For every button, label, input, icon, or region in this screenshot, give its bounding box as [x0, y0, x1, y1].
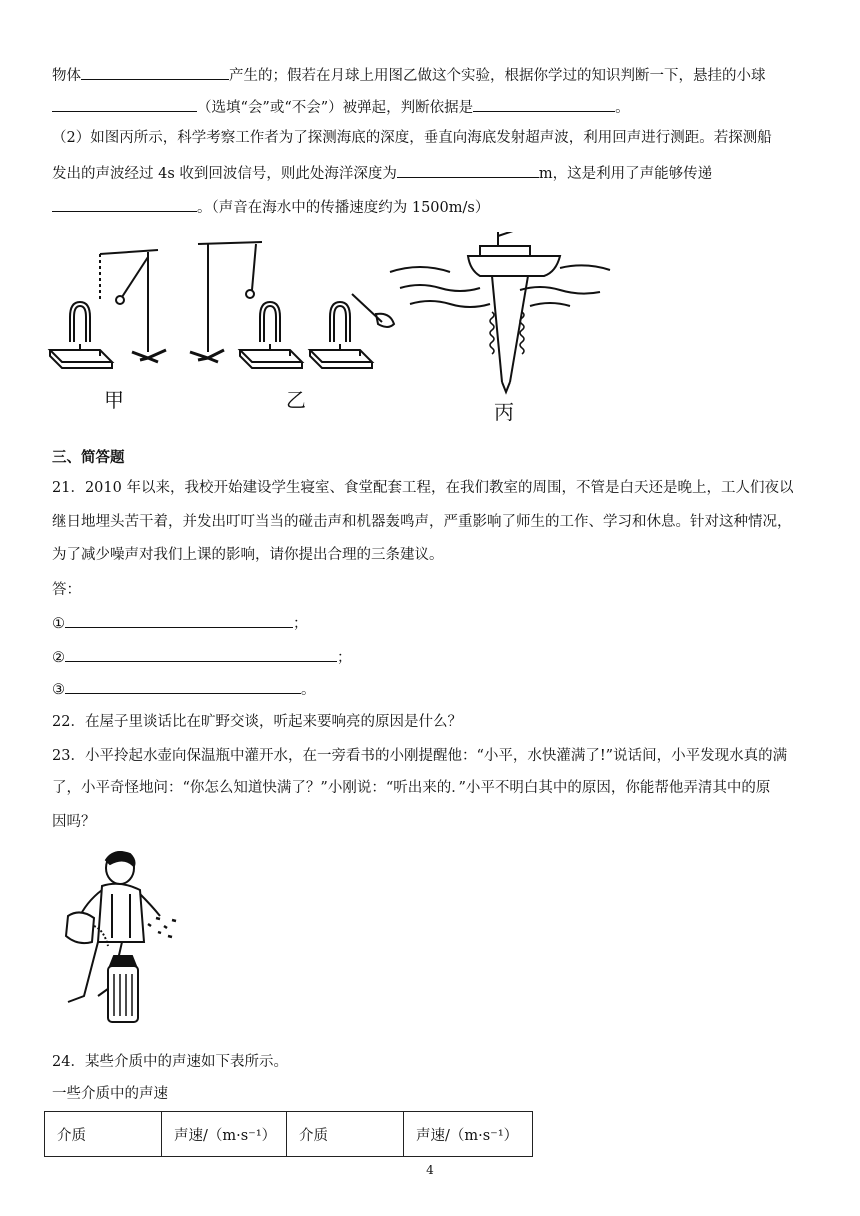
page-number: 4	[426, 1163, 434, 1177]
tuning-fork-figures	[40, 232, 620, 422]
q20-line4: 发出的声波经过 4s 收到回波信号，则此处海洋深度为 m，这是利用了声能够传递	[52, 162, 712, 184]
figure-label-yi: 乙	[286, 388, 306, 412]
q22-text: 22．在屋子里谈话比在旷野交谈，听起来要响亮的原因是什么？	[52, 714, 462, 730]
table-header-cell: 声速/（m·s⁻¹）	[162, 1112, 287, 1157]
q21-line2: 继日地埋头苦干着，并发出叮叮当当的碰击声和机器轰鸣声，严重影响了师生的工作、学习和休息。针对这种情况，	[52, 514, 792, 530]
boy-pouring-water-illustration	[48, 846, 188, 1030]
q23-line2: 了，小平奇怪地问：“你怎么知道快满了？”小刚说：“听出来的．”小平不明白其中的原因，你能帮他弄清其中的原	[52, 780, 771, 796]
q20-line1-text-a: 物体	[52, 68, 81, 84]
q20-line5: 。（声音在海水中的传播速度约为 1500m/s）	[52, 196, 489, 218]
answer-blank[interactable]	[65, 612, 293, 628]
table-header-cell: 声速/（m·s⁻¹）	[404, 1112, 533, 1157]
q23-line3: 因吗？	[52, 814, 96, 830]
answer-blank[interactable]	[65, 678, 301, 694]
table-title: 一些介质中的声速	[52, 1086, 168, 1102]
answer-blank[interactable]	[65, 646, 337, 662]
q21-line3: 为了减少噪声对我们上课的影响，请你提出合理的三条建议。	[52, 547, 444, 563]
q21-answer-3: ③ 。	[52, 678, 316, 700]
q23-line1: 23．小平拎起水壶向保温瓶中灌开水，在一旁看书的小刚提醒他：“小平，水快灌满了!”说话间，小平发现水真的满	[52, 748, 788, 764]
figure-label-bing: 丙	[494, 400, 514, 424]
q20-line1	[52, 64, 766, 86]
q21-line1: 21．2010 年以来，我校开始建设学生寝室、食堂配套工程，在我们教室的周围，不管是白天还是晚上，工人们夜以	[52, 480, 794, 496]
answer-blank[interactable]	[52, 196, 197, 212]
table-header-cell: 介质	[287, 1112, 404, 1157]
answer-label: 答：	[52, 582, 81, 598]
table-header-cell: 介质	[45, 1112, 162, 1157]
answer-blank[interactable]	[81, 64, 229, 80]
sound-speed-table	[44, 1111, 533, 1157]
section-title: 三、简答题	[52, 450, 125, 466]
table-header-row	[45, 1112, 533, 1157]
q20-line2-text: （选填“会”或“不会”）被弹起，判断依据是	[197, 100, 474, 116]
q20-line3: （2）如图丙所示，科学考察工作者为了探测海底的深度，垂直向海底发射超声波，利用回声进行测距。若探测船	[52, 130, 772, 146]
q20-line2: （选填“会”或“不会”）被弹起，判断依据是 。	[52, 96, 630, 118]
answer-blank[interactable]	[397, 162, 539, 178]
answer-blank[interactable]	[52, 96, 197, 112]
q20-line1-text-b: 产生的；假若在月球上用图乙做这个实验，根据你学过的知识判断一下，悬挂的小球	[229, 68, 766, 84]
q21-answer-2: ② ；	[52, 646, 352, 668]
q21-answer-1: ① ；	[52, 612, 308, 634]
figure-label-jia: 甲	[104, 388, 124, 412]
answer-blank[interactable]	[473, 96, 615, 112]
q24-text: 24．某些介质中的声速如下表所示。	[52, 1054, 288, 1070]
